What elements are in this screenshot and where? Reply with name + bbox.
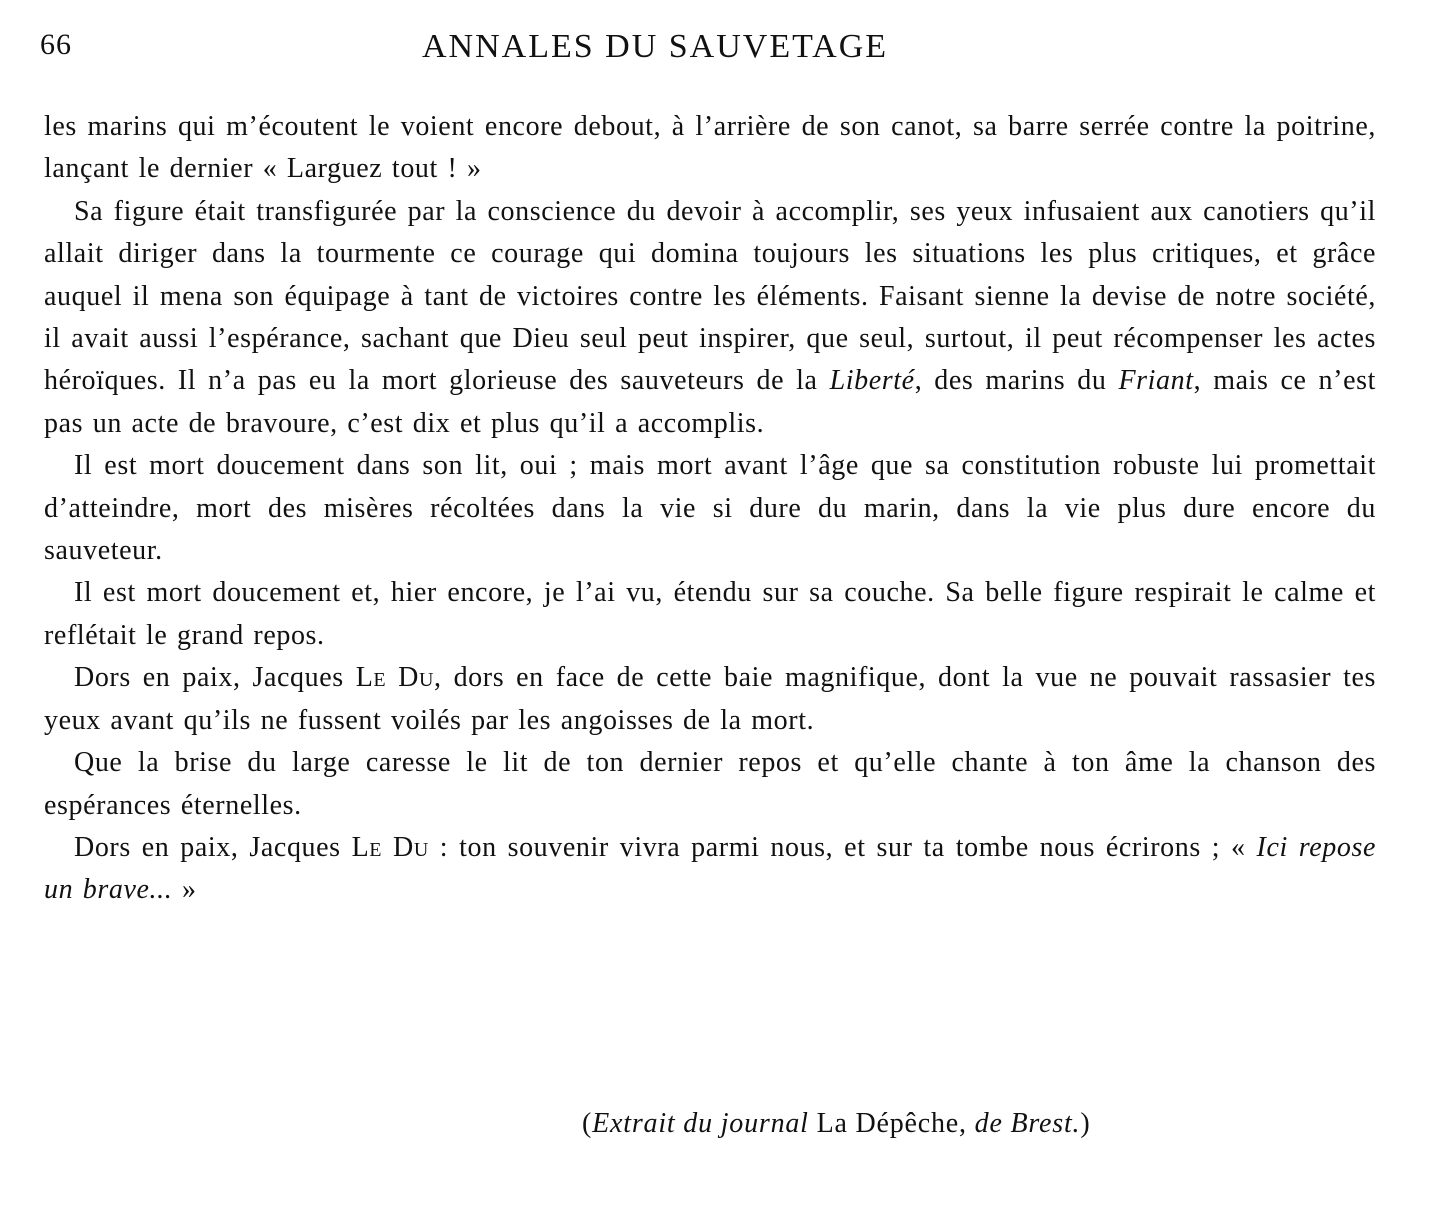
- running-title: ANNALES DU SAUVETAGE: [422, 28, 889, 65]
- paragraph-1: les marins qui m’écoutent le voient encore debout, à l’arrière de son canot, sa barre serrée contre la poitrine, lançant le dernier « Larguez tout ! »: [44, 111, 1376, 185]
- ship-name-liberte: Liberté: [829, 365, 915, 397]
- paragraph-2: [44, 191, 1376, 445]
- paragraph-2-text-a: Sa figure était transfigurée par la conscience du devoir à accomplir, ses yeux infusaient aux canotiers qu’il allait diriger dans la tourmente ce courage qui domina toujours les situations les plus critiques, et grâce auquel il mena son équipage à tant de victoires contre les éléments. Faisant sienne la devise de notre société, il avait aussi l’espérance, sachant que Dieu seul peut inspirer, que seul, surtout, il peut récompenser les actes héroïques. Il n’a pas eu la mort glorieuse des sauveteurs de la: [44, 195, 1376, 397]
- source-extract-label: Extrait du journal: [592, 1108, 809, 1139]
- source-citation: [582, 1108, 1090, 1140]
- paragraph-7: [44, 827, 1376, 912]
- paragraph-5-text-b: , dors en face de cette baie magnifique, dont la vue ne pouvait rassasier tes yeux avant qu’ils ne fussent voilés par les angoisses de la mort.: [44, 662, 1376, 736]
- person-name-le-du: Le Du: [351, 831, 429, 863]
- body-text: [44, 106, 1376, 912]
- paragraph-2-text-b: , des marins du: [914, 365, 1119, 397]
- paragraph-3: Il est mort doucement dans son lit, oui ; mais mort avant l’âge que sa constitution robuste lui promettait d’atteindre, mort des misères récoltées dans la vie si dure du marin, dans la vie plus dure encore du sauveteur.: [44, 450, 1376, 567]
- person-name-le-du: Le Du: [355, 662, 435, 694]
- paragraph-7-closing: »: [172, 874, 197, 906]
- source-newspaper: La Dépêche,: [816, 1108, 967, 1139]
- source-open-paren: (: [582, 1108, 593, 1139]
- paragraph-7-text-a: Dors en paix, Jacques: [74, 831, 352, 863]
- paragraph-4: Il est mort doucement et, hier encore, je l’ai vu, étendu sur sa couche. Sa belle figure respirait le calme et reflétait le grand repos.: [44, 577, 1376, 651]
- paragraph-5-text-a: Dors en paix, Jacques: [74, 662, 356, 694]
- page-number: 66: [40, 28, 72, 61]
- running-head: [40, 28, 1376, 72]
- paragraph-5: [44, 657, 1376, 742]
- ship-name-friant: Friant: [1118, 365, 1194, 397]
- source-city: de Brest.: [974, 1108, 1081, 1139]
- paragraph-2-text-c: , mais ce n’est pas un acte de bravoure, c’est dix et plus qu’il a accomplis.: [44, 365, 1376, 439]
- paragraph-7-text-b: : ton souvenir vivra parmi nous, et sur ta tombe nous écrirons ; «: [428, 831, 1257, 863]
- source-close-paren: ): [1080, 1108, 1091, 1139]
- paragraph-6: Que la brise du large caresse le lit de ton dernier repos et qu’elle chante à ton âme la chanson des espérances éternelles.: [44, 747, 1376, 821]
- epitaph: Ici repose un brave...: [44, 831, 1376, 906]
